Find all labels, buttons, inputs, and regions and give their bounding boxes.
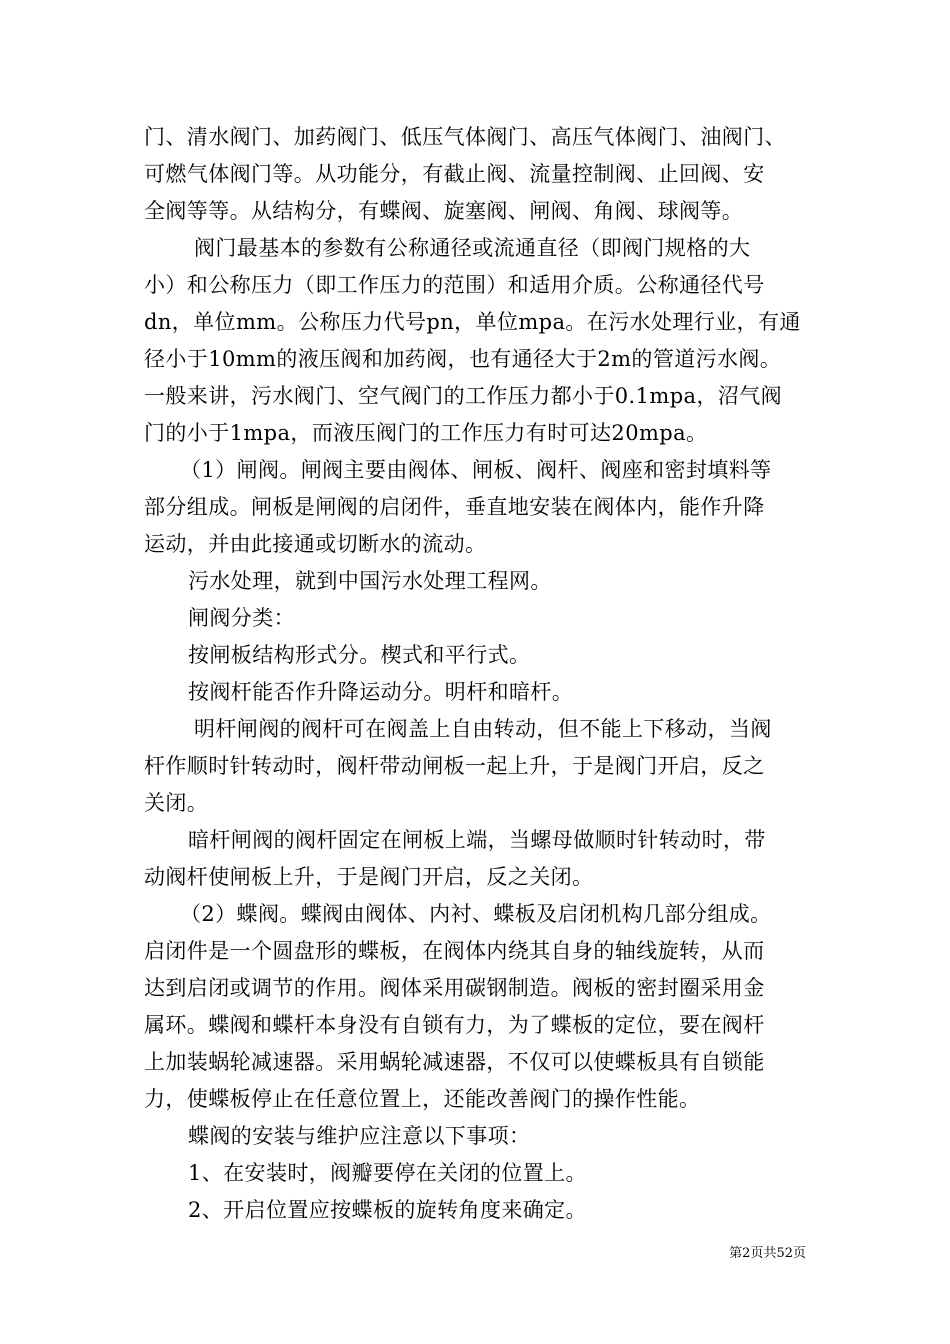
text-line: dn，单位mm。公称压力代号pn，单位mpa。在污水处理行业，有通 [144,310,801,334]
text-line: 蝶阀的安装与维护应注意以下事项： [188,1124,531,1148]
text-line: 关闭。 [144,791,209,815]
text-line: 部分组成。闸板是闸阀的启闭件，垂直地安装在阀体内，能作升降 [144,495,765,519]
text-line: 启闭件是一个圆盘形的蝶板，在阀体内绕其自身的轴线旋转，从而 [144,939,765,963]
text-line: 动阀杆使闸板上升，于是阀门开启，反之关闭。 [144,865,594,889]
text-line: 闸阀分类： [188,606,295,630]
text-line: （2）蝶阀。蝶阀由阀体、内衬、蝶板及启闭机构几部分组成。 [180,902,772,926]
text-line: 力，使蝶板停止在任意位置上，还能改善阀门的操作性能。 [144,1087,701,1111]
text-line: 运动，并由此接通或切断水的流动。 [144,532,487,556]
page-number: 第2页共52页 [729,1246,806,1261]
text-line: 暗杆闸阀的阀杆固定在闸板上端，当螺母做顺时针转动时，带 [188,828,766,852]
text-line: 杆作顺时针转动时，阀杆带动闸板一起上升，于是阀门开启，反之 [144,754,765,778]
text-line: （1）闸阀。闸阀主要由阀体、闸板、阀杆、阀座和密封填料等 [180,458,772,482]
text-line: 可燃气体阀门等。从功能分，有截止阀、流量控制阀、止回阀、安 [144,162,765,186]
text-line: 污水处理，就到中国污水处理工程网。 [188,569,552,593]
text-line: 门的小于1mpa，而液压阀门的工作压力有时可达20mpa。 [144,421,708,445]
text-line: 属环。蝶阀和蝶杆本身没有自锁有力，为了蝶板的定位，要在阀杆 [144,1013,765,1037]
text-line: 按闸板结构形式分。楔式和平行式。 [188,643,531,667]
text-line: 2、开启位置应按蝶板的旋转角度来确定。 [188,1198,587,1222]
text-line: 径小于10mm的液压阀和加药阀，也有通径大于2m的管道污水阀。 [144,347,782,371]
text-line: 全阀等等。从结构分，有蝶阀、旋塞阀、闸阀、角阀、球阀等。 [144,199,744,223]
text-line: 1、在安装时，阀瓣要停在关闭的位置上。 [188,1161,587,1185]
text-line: 上加装蜗轮减速器。采用蜗轮减速器，不仅可以使蝶板具有自锁能 [144,1050,765,1074]
text-line: 小）和公称压力（即工作压力的范围）和适用介质。公称通径代号 [144,273,765,297]
text-line: 门、清水阀门、加药阀门、低压气体阀门、高压气体阀门、油阀门、 [144,125,786,149]
text-line: 按阀杆能否作升降运动分。明杆和暗杆。 [188,680,574,704]
text-line: 明杆闸阀的阀杆可在阀盖上自由转动，但不能上下移动，当阀 [194,717,772,741]
text-line: 阀门最基本的参数有公称通径或流通直径（即阀门规格的大 [194,236,751,260]
text-line: 一般来讲，污水阀门、空气阀门的工作压力都小于0.1mpa，沼气阀 [144,384,783,408]
text-line: 达到启闭或调节的作用。阀体采用碳钢制造。阀板的密封圈采用金 [144,976,765,1000]
